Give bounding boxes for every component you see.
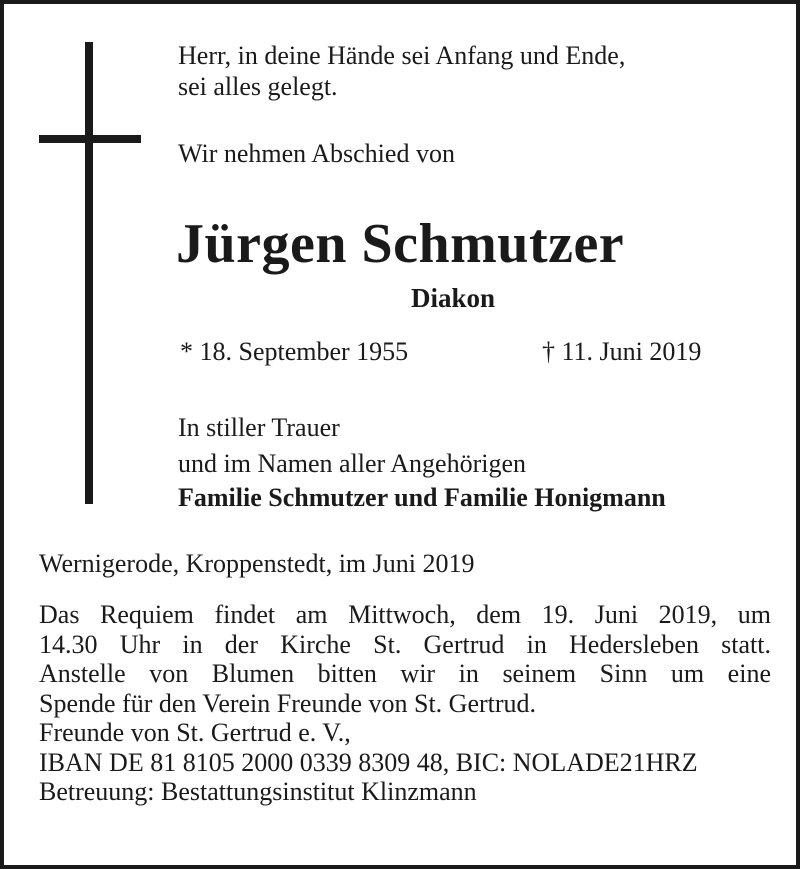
details-line-4: Spende für den Verein Freunde von St. Gertrud. <box>39 688 537 718</box>
details-line-2: 14.30 Uhr in der Kirche St. Gertrud in Hedersleben statt. <box>39 629 771 659</box>
details-line-1: Das Requiem findet am Mittwoch, dem 19. Juni 2019, um <box>39 600 771 629</box>
death-date: † 11. Juni 2019 <box>542 337 702 366</box>
deceased-name: Jürgen Schmutzer <box>176 213 625 275</box>
verse-line-2: sei alles gelegt. <box>178 72 338 101</box>
details-line-3: Anstelle von Blumen bitten wir in seinem Sinn um eine <box>39 659 771 688</box>
mourning-families: Familie Schmutzer und Familie Honigmann <box>178 483 666 512</box>
farewell-intro: Wir nehmen Abschied von <box>178 139 455 168</box>
bank-details: IBAN DE 81 8105 2000 0339 8309 48, BIC: NOLADE21HRZ <box>39 747 698 777</box>
service-details <box>39 600 771 807</box>
verse-line-1: Herr, in deine Hände sei Anfang und Ende, <box>178 41 626 70</box>
details-line-5: Freunde von St. Gertrud e. V., <box>39 718 351 747</box>
cross-icon-horizontal-bar <box>39 135 141 143</box>
mourning-line-2: und im Namen aller Angehörigen <box>178 449 527 478</box>
funeral-home: Betreuung: Bestattungsinstitut Klinzmann <box>39 777 477 806</box>
place-and-date: Wernigerode, Kroppenstedt, im Juni 2019 <box>39 549 475 578</box>
deceased-title: Diakon <box>411 283 496 313</box>
mourning-line-1: In stiller Trauer <box>178 413 340 442</box>
birth-date: * 18. September 1955 <box>180 337 409 366</box>
cross-icon-vertical-bar <box>85 42 93 504</box>
